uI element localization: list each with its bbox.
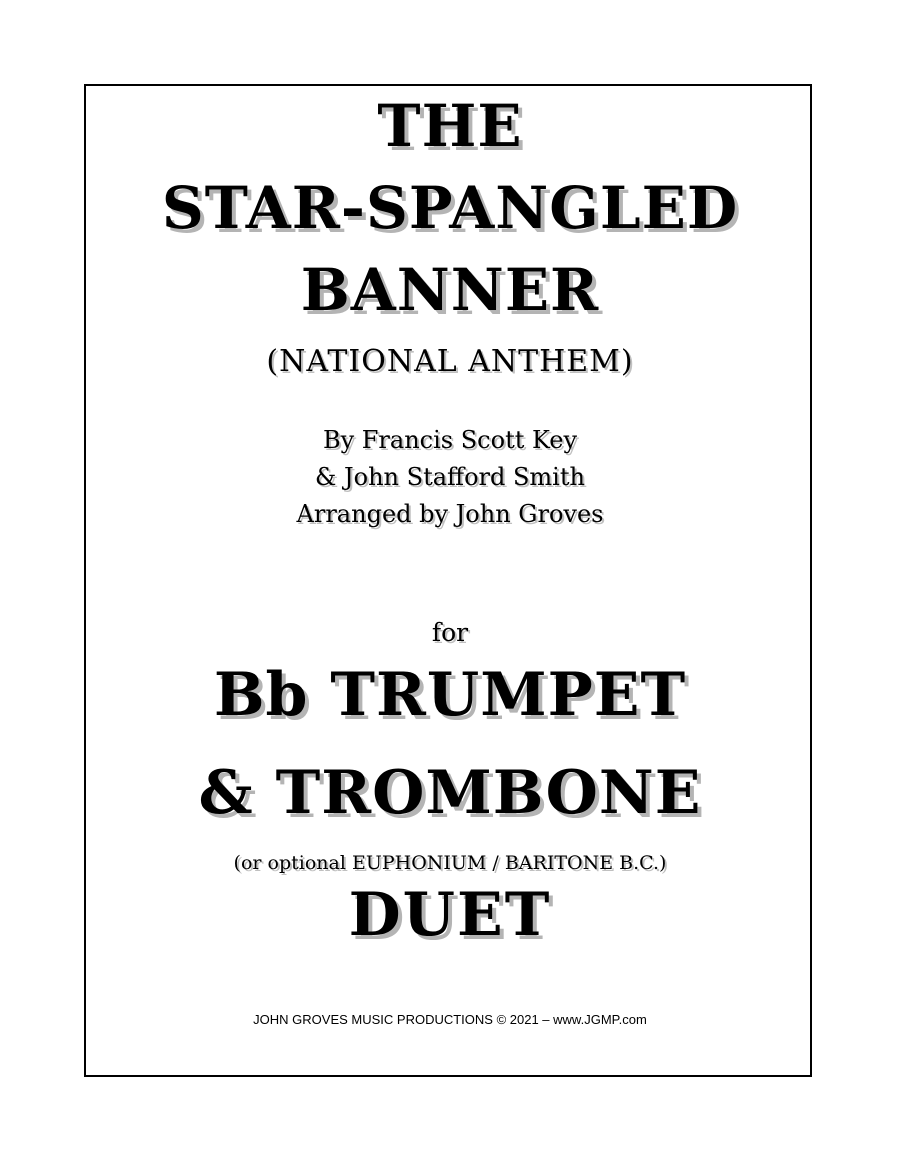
title-line-1: THE [377,92,523,160]
instrument-1: Bb TRUMPET [213,660,687,730]
ensemble-type: DUET [348,880,552,950]
optional-instrument-note: (or optional EUPHONIUM / BARITONE B.C.) [233,852,667,874]
for-label: for [431,618,469,647]
subtitle: (NATIONAL ANTHEM) [266,344,634,379]
instrument-2: & TROMBONE [198,758,702,828]
title-line-2: STAR-SPANGLED [161,174,739,242]
arranger-credit: Arranged by John Groves [296,500,604,528]
co-composer-credit: & John Stafford Smith [315,463,585,491]
composer-credit: By Francis Scott Key [322,426,578,454]
title-line-3: BANNER [300,256,600,324]
publisher-footer: JOHN GROVES MUSIC PRODUCTIONS © 2021 – www.JGMP.com [253,1012,647,1027]
